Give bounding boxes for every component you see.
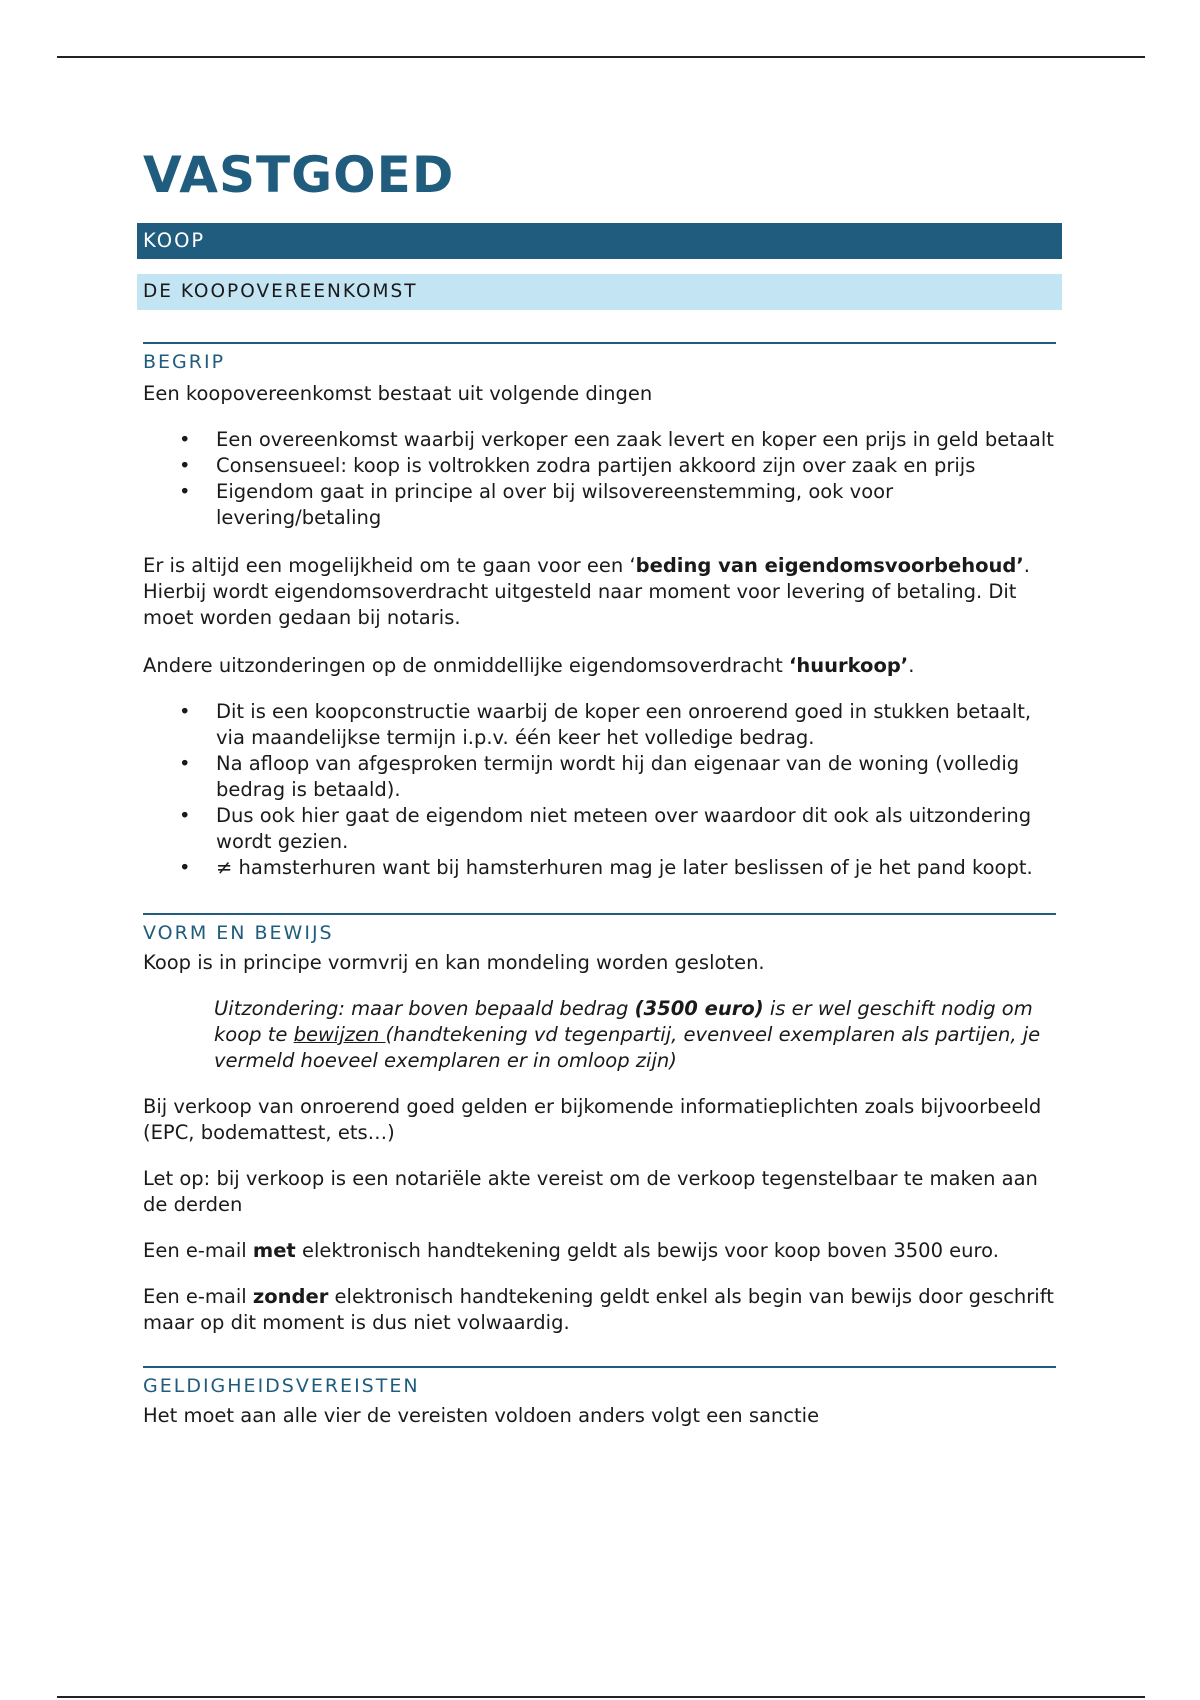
- heading-koopovereenkomst: DE KOOPOVEREENKOMST: [137, 274, 1062, 310]
- bold-text: met: [252, 1239, 296, 1262]
- text: is er wel geschift nodig om koop te: [214, 997, 1033, 1046]
- geldigheid-intro: Het moet aan alle vier de vereisten voldoen anders volgt een sanctie: [143, 1404, 820, 1427]
- underlined-text: bewijzen: [293, 1023, 386, 1046]
- text: Een e-mail: [143, 1239, 253, 1262]
- text: (handtekening vd tegenpartij, evenveel exemplaren als partijen, je vermeld hoeveel exemplaren er in omloop zijn): [214, 1023, 1041, 1072]
- document-page: [143, 140, 1058, 1429]
- list-item: • Eigendom gaat in principe al over bij wilsovereenstemming, ook voor levering/betaling: [143, 479, 1058, 531]
- begrip-intro: Een koopovereenkomst bestaat uit volgende dingen: [143, 382, 653, 405]
- text: Andere uitzonderingen op de onmiddellijke eigendomsoverdracht: [143, 654, 789, 677]
- text: Er is altijd een mogelijkheid om te gaan voor een ‘: [143, 554, 636, 577]
- text: Een e-mail: [143, 1285, 253, 1308]
- list-item: • Dit is een koopconstructie waarbij de koper een onroerend goed in stukken betaalt, via maandelijkse termijn i.p.v. één keer het volledige bedrag.: [143, 699, 1058, 751]
- heading-koop: KOOP: [137, 223, 1062, 259]
- footer-rule: [57, 1696, 1145, 1698]
- paragraph-notariele-akte: Let op: bij verkoop is een notariële akte vereist om de verkoop tegenstelbaar te maken aan de derden: [143, 1167, 1038, 1216]
- uitzondering-quote: [143, 996, 1058, 1074]
- section-heading-begrip: BEGRIP: [143, 342, 1056, 377]
- paragraph-eigendomsvoorbehoud: [143, 553, 1058, 631]
- text: elektronisch handtekening geldt enkel als begin van bewijs door geschrift maar op dit moment is dus niet volwaardig.: [143, 1285, 1054, 1334]
- paragraph-email-zonder: [143, 1284, 1058, 1336]
- text: .: [908, 654, 915, 677]
- list-item: • Consensueel: koop is voltrokken zodra partijen akkoord zijn over zaak en prijs: [143, 453, 1058, 479]
- list-item: • ≠ hamsterhuren want bij hamsterhuren mag je later beslissen of je het pand koopt.: [143, 855, 1058, 881]
- list-item: • Dus ook hier gaat de eigendom niet meteen over waardoor dit ook als uitzondering wordt gezien.: [143, 803, 1058, 855]
- paragraph-email-met: [143, 1238, 1058, 1264]
- text: Uitzondering: maar boven bepaald bedrag: [214, 997, 635, 1020]
- header-rule: [57, 56, 1145, 58]
- vorm-intro: Koop is in principe vormvrij en kan mondeling worden gesloten.: [143, 951, 765, 974]
- paragraph-informatieplichten: Bij verkoop van onroerend goed gelden er bijkomende informatieplichten zoals bijvoorbeeld (EPC, bodemattest, ets…): [143, 1095, 1042, 1144]
- list-item: • Na afloop van afgesproken termijn wordt hij dan eigenaar van de woning (volledig bedrag is betaald).: [143, 751, 1058, 803]
- text: elektronisch handtekening geldt als bewijs voor koop boven 3500 euro.: [295, 1239, 999, 1262]
- text: . Hierbij wordt eigendomsoverdracht uitgesteld naar moment voor levering of betaling. Dit moet worden gedaan bij notaris.: [143, 554, 1030, 629]
- paragraph-huurkoop: [143, 653, 1058, 679]
- section-heading-geldigheidsvereisten: GELDIGHEIDSVEREISTEN: [143, 1366, 1056, 1401]
- begrip-list: [143, 427, 1058, 531]
- list-item: • Een overeenkomst waarbij verkoper een zaak levert en koper een prijs in geld betaalt: [143, 427, 1058, 453]
- huurkoop-list: [143, 699, 1058, 881]
- section-heading-vorm-en-bewijs: VORM EN BEWIJS: [143, 913, 1056, 948]
- bold-text: beding van eigendomsvoorbehoud’: [635, 554, 1024, 577]
- document-title: VASTGOED: [143, 146, 455, 204]
- bold-text: ‘huurkoop’: [788, 654, 909, 677]
- bold-text: zonder: [252, 1285, 329, 1308]
- bold-text: (3500 euro): [634, 997, 764, 1020]
